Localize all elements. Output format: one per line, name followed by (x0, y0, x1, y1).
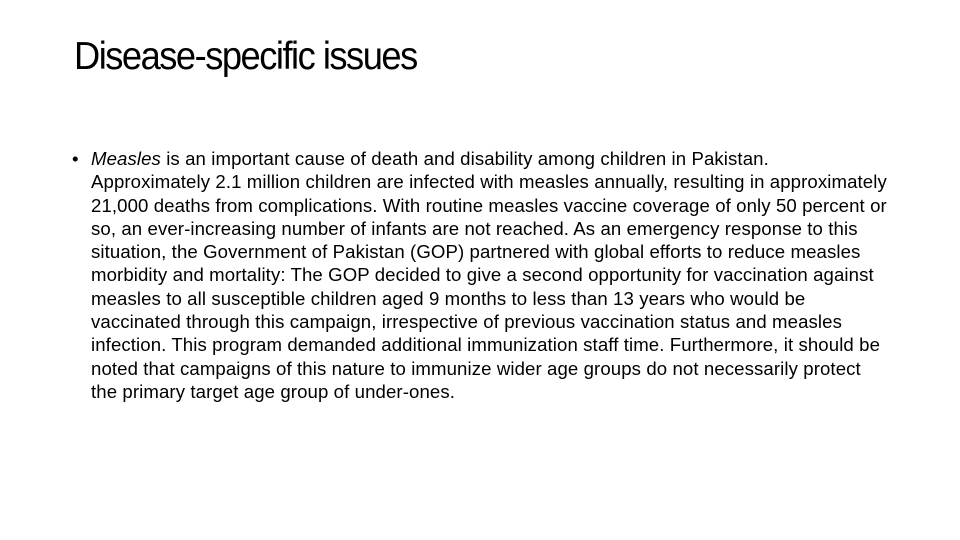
bullet-list (72, 147, 892, 403)
bullet-text: is an important cause of death and disability among children in Pakistan. Approximately 2.1 million children are infected with measles annually, resulting in approximately 21,000 deaths from complications. With routine measles vaccine coverage of only 50 percent or so, an ever-increasing number of infants are not reached. As an emergency response to this situation, the Government of Pakistan (GOP) partnered with global efforts to reduce measles morbidity and mortality: The GOP decided to give a second opportunity for vaccination against measles to all susceptible children aged 9 months to less than 13 years who would be vaccinated through this campaign, irrespective of previous vaccination status and measles infection. This program demanded additional immunization staff time. Furthermore, it should be noted that campaigns of this nature to immunize wider age groups do not necessarily protect the primary target age group of under-ones. (91, 148, 887, 402)
bullet-item-measles (72, 147, 892, 403)
bullet-icon: • (72, 148, 79, 169)
slide-title: Disease-specific issues (74, 35, 417, 78)
measles-term: Measles (91, 148, 161, 169)
